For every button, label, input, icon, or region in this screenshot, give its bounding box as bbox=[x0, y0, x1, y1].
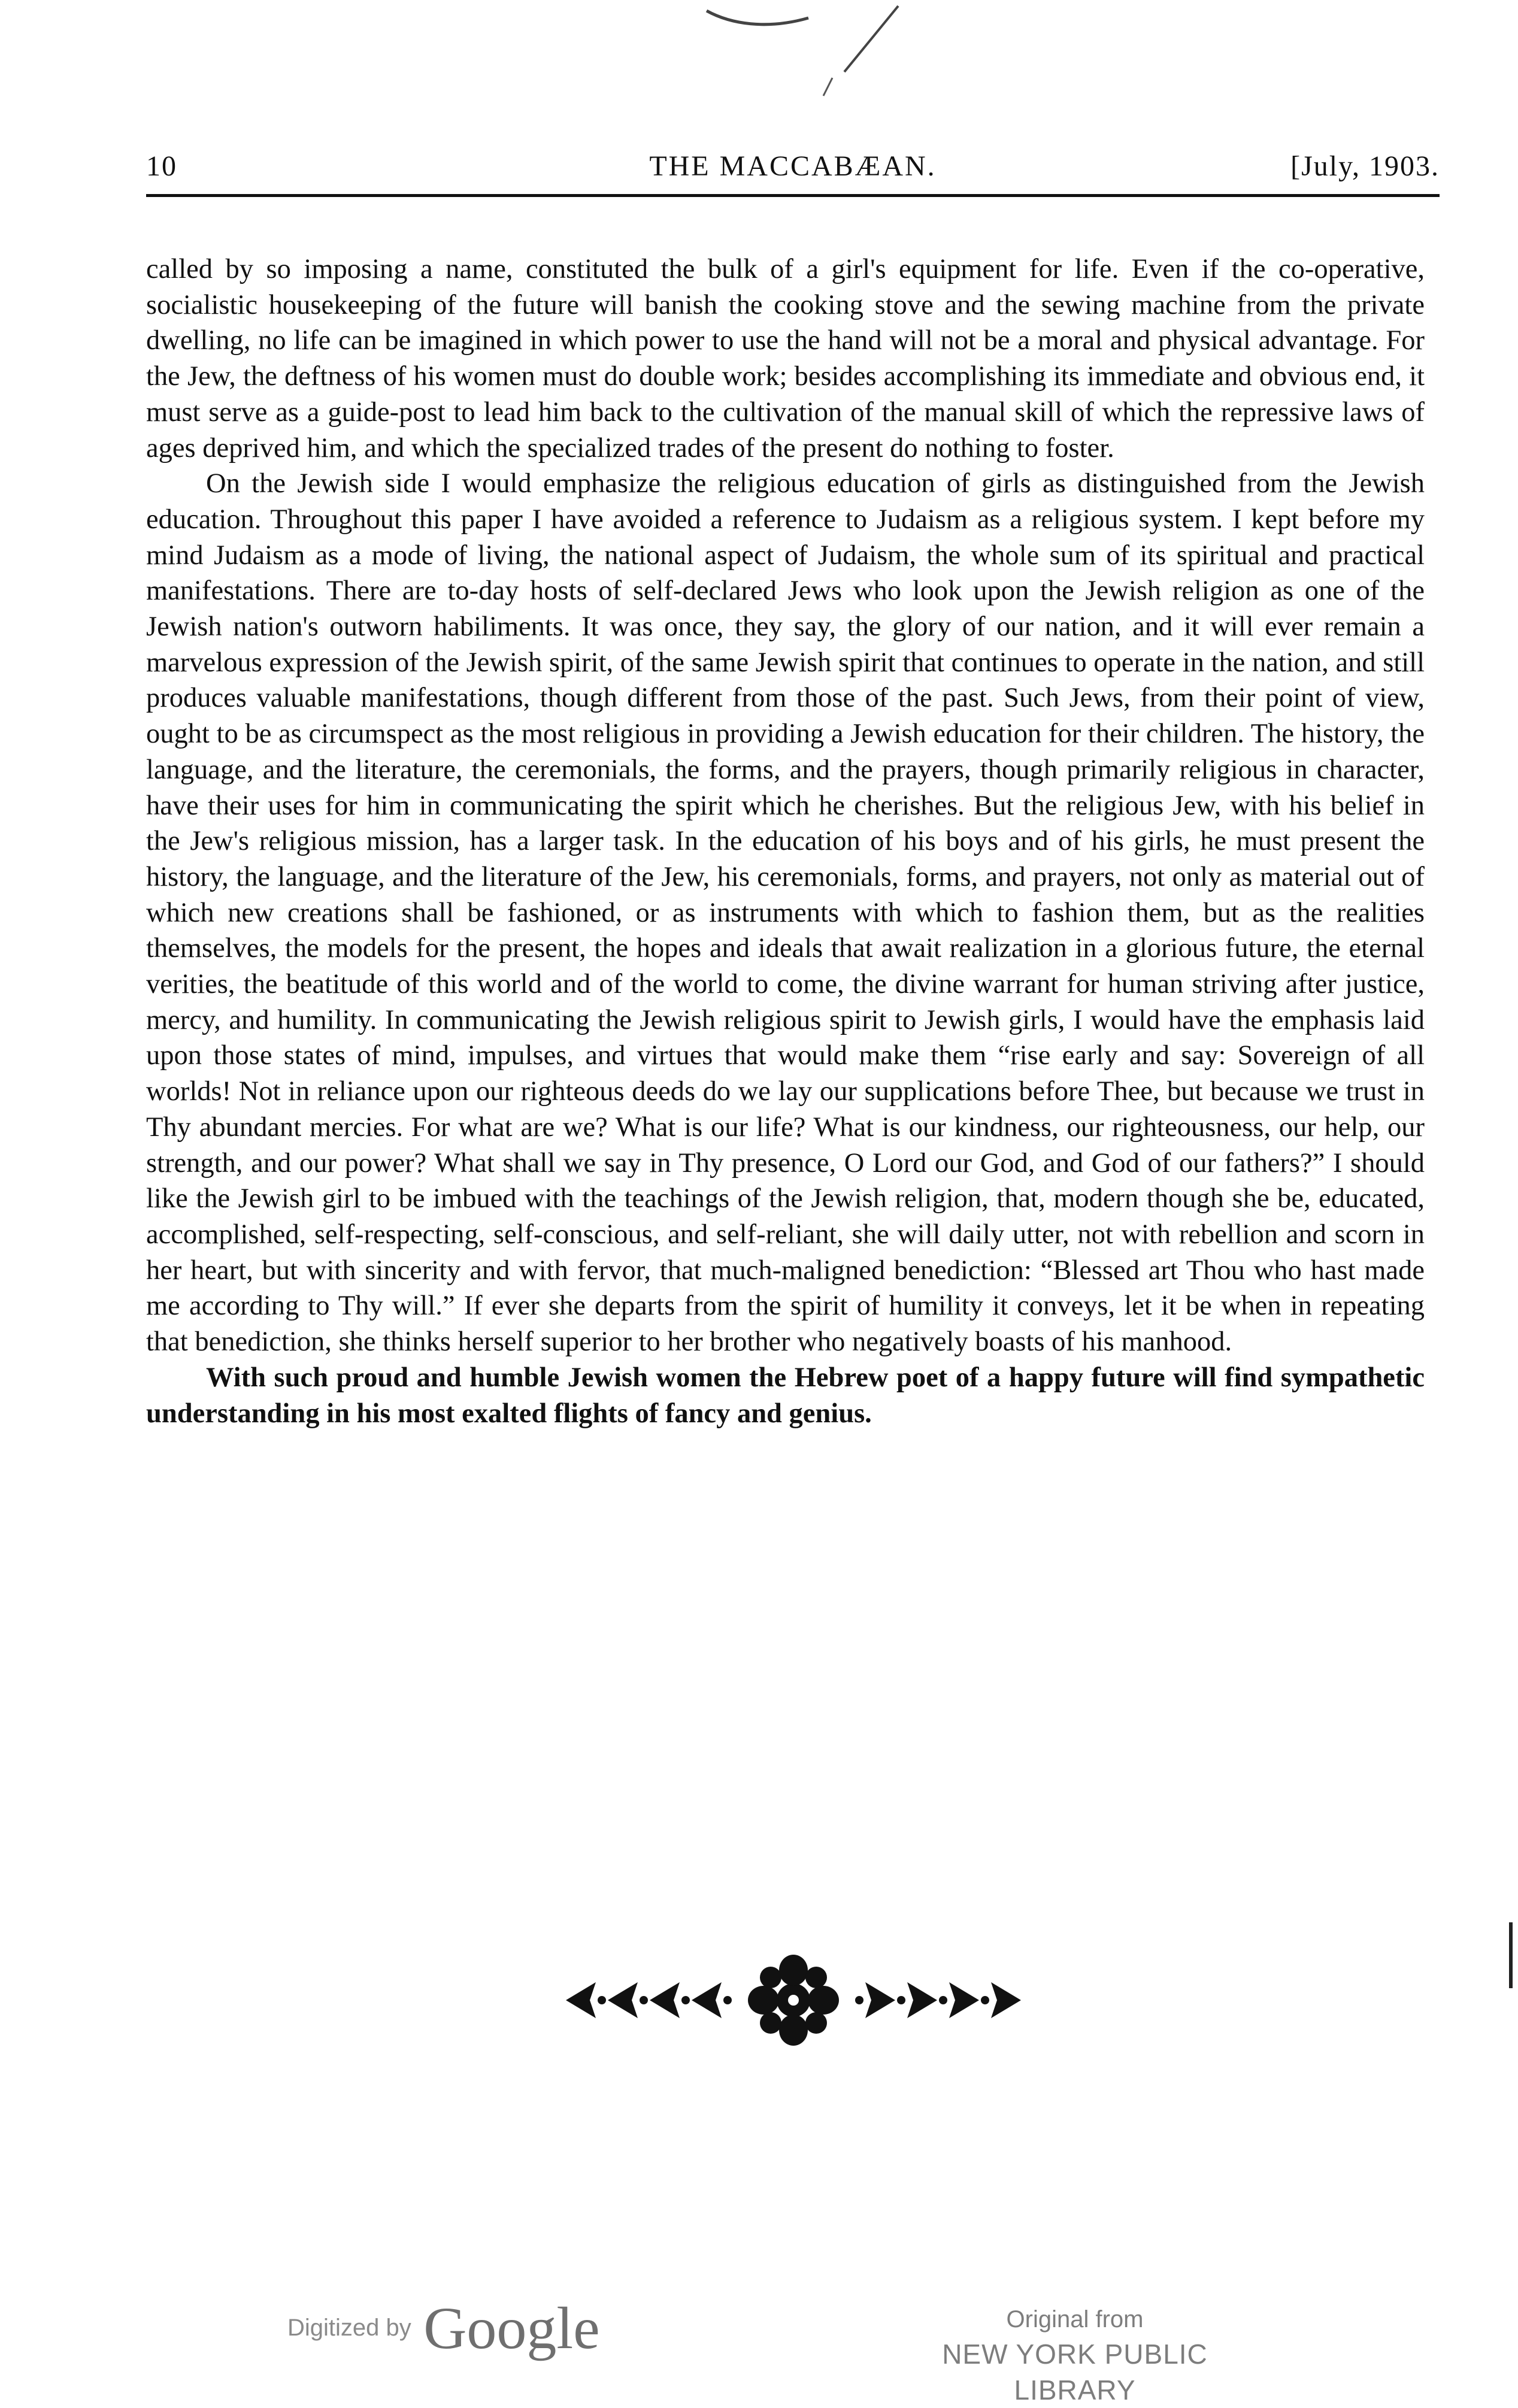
article-body bbox=[146, 252, 1425, 1431]
digitized-by-watermark bbox=[287, 2294, 600, 2359]
original-from-label: Original from bbox=[1006, 2306, 1144, 2333]
google-logo: Google bbox=[423, 2295, 600, 2361]
library-name: NEW YORK PUBLIC LIBRARY bbox=[942, 2339, 1208, 2406]
decorative-ornament-icon bbox=[554, 1952, 1033, 2048]
library-attribution bbox=[877, 2303, 1272, 2408]
paragraph-religious-education: On the Jewish side I would emphasize the religious education of girls as distinguished from the Jewish education. Throughout this paper I have avoided a reference to Judaism as a religious system. I kept before my mind Judaism as a mode of living, the national aspect of Judaism, the whole sum of its spiritual and practical manifestations. There are to-day hosts of self-declared Jews who look upon the Jewish religion as one of the Jewish nation's outworn habiliments. It was once, they say, the glory of our nation, and it will ever remain a marvelous expression of the Jewish spirit, of the same Jewish spirit that continues to operate in the nation, and still produces valuable manifestations, though different from those of the past. Such Jews, from their point of view, ought to be as circumspect as the most religious in providing a Jewish education for their children. The history, the language, and the literature, the ceremonials, the forms, and the prayers, though primarily religious in character, have their uses for him in communicating the spirit which he cherishes. But the religious Jew, with his belief in the Jew's religious mission, has a larger task. In the education of his boys and of his girls, he must present the history, the language, and the literature of the Jew, his ceremonials, forms, and prayers, not only as material out of which new creations shall be fashioned, or as instruments with which to fashion them, but as the realities themselves, the models for the present, the hopes and ideals that await realization in a glorious future, the eternal verities, the beatitude of this world and of the world to come, the divine warrant for human striving after justice, mercy, and humility. In communicating the Jewish religious spirit to Jewish girls, I would have the emphasis laid upon those states of mind, impulses, and virtues that would make them “rise early and say: Sovereign of all worlds! Not in reliance upon our righteous deeds do we lay our supplications before Thee, but because we trust in Thy abundant mercies. For what are we? What is our life? What is our kindness, our righteousness, our help, our strength, and our power? What shall we say in Thy presence, O Lord our God, and God of our fathers?” I should like the Jewish girl to be imbued with the teachings of the Jewish religion, that, modern though she be, educated, accomplished, self-respecting, self-conscious, and self-reliant, she will daily utter, not with rebellion and scorn in her heart, but with sincerity and with fervor, that much-maligned benediction: “Blessed art Thou who hast made me according to Thy will.” If ever she departs from the spirit of humility it conveys, let it be when in repeating that benediction, she thinks herself superior to her brother who negatively boasts of his manhood. bbox=[146, 468, 1425, 1358]
scan-edge-mark bbox=[1509, 1922, 1513, 1988]
issue-date: [July, 1903. bbox=[1290, 150, 1440, 182]
header-rule bbox=[146, 194, 1440, 197]
ink-scribble-mark bbox=[695, 0, 910, 108]
paragraph-continuation: called by so imposing a name, constituted the bulk of a girl's equipment for life. Even if the co-operative, socialistic housekeeping of the future will banish the cooking stove and the sewing machine from the private dwelling, no life can be imagined in which power to use the hand will not be a moral and physical advantage. For the Jew, the deftness of his women must do double work; besides accomplishing its immediate and obvious end, it must serve as a guide-post to lead him back to the cultivation of the manual skill of which the repressive laws of ages deprived him, and which the specialized trades of the present do nothing to foster. bbox=[146, 254, 1425, 464]
running-header bbox=[146, 150, 1440, 192]
paragraph-closing: With such proud and humble Jewish women the Hebrew poet of a happy future will find sympathetic understanding in his most exalted flights of fancy and genius. bbox=[146, 1362, 1425, 1429]
digitized-by-label: Digitized by bbox=[287, 2315, 411, 2341]
page-number: 10 bbox=[146, 150, 177, 182]
journal-title: THE MACCABÆAN. bbox=[649, 150, 937, 182]
